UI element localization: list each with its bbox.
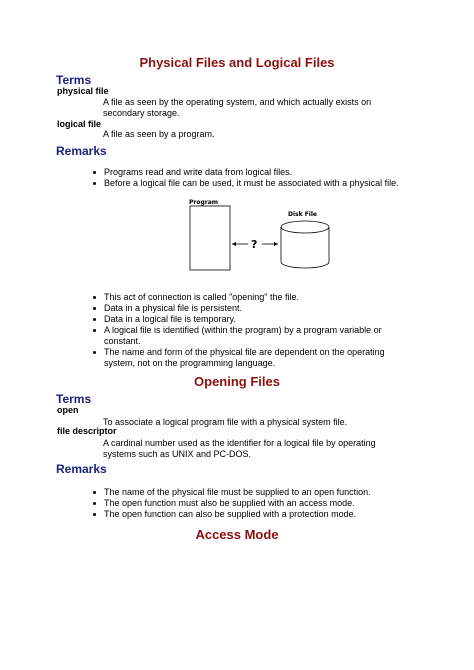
list-item: The open function must also be supplied with an access mode. — [93, 498, 413, 509]
remarks-heading: Remarks — [56, 144, 107, 158]
terms-heading: Terms — [56, 73, 92, 87]
definition-physical-file: A file as seen by the operating system, and which actually exists on secondary storage. — [103, 97, 372, 118]
program-label: Program — [189, 199, 219, 206]
disk-cylinder-icon — [281, 221, 329, 268]
remarks-list-3 — [93, 487, 413, 520]
term-physical-file: physical file — [57, 86, 109, 96]
connector-question-mark: ? — [251, 238, 258, 251]
remarks-heading: Remarks — [56, 462, 107, 476]
term-file-descriptor: file descriptor — [57, 426, 117, 436]
remarks-list-2 — [93, 292, 413, 369]
remarks-list-1 — [93, 167, 413, 189]
list-item: A logical file is identified (within the program) by a program variable or constant. — [93, 325, 413, 347]
list-item: Data in a logical file is temporary. — [93, 314, 413, 325]
terms-heading: Terms — [56, 392, 92, 406]
section-title-physical-logical: Physical Files and Logical Files — [139, 55, 335, 70]
program-box — [190, 206, 230, 270]
list-item: The name and form of the physical file are dependent on the operating system, not on the programming language. — [93, 347, 413, 369]
list-item: This act of connection is called "opening" the file. — [93, 292, 413, 303]
term-open: open — [57, 405, 79, 415]
term-logical-file: logical file — [57, 119, 102, 129]
disk-file-label: Disk File — [288, 211, 317, 218]
definition-file-descriptor: A cardinal number used as the identifier for a logical file by operating systems such as UNIX and PC-DOS. — [103, 438, 376, 459]
list-item: The name of the physical file must be supplied to an open function. — [93, 487, 413, 498]
definition-open: To associate a logical program file with a physical system file. — [103, 417, 348, 427]
program-disk-diagram — [186, 196, 336, 278]
list-item: Before a logical file can be used, it must be associated with a physical file. — [93, 178, 413, 189]
definition-logical-file: A file as seen by a program. — [103, 129, 215, 139]
diagram-svg — [186, 196, 336, 278]
list-item: Data in a physical file is persistent. — [93, 303, 413, 314]
list-item: The open function can also be supplied with a protection mode. — [93, 509, 413, 520]
section-title-access-mode: Access Mode — [195, 527, 279, 542]
list-item: Programs read and write data from logical files. — [93, 167, 413, 178]
section-title-opening-files: Opening Files — [194, 374, 280, 389]
